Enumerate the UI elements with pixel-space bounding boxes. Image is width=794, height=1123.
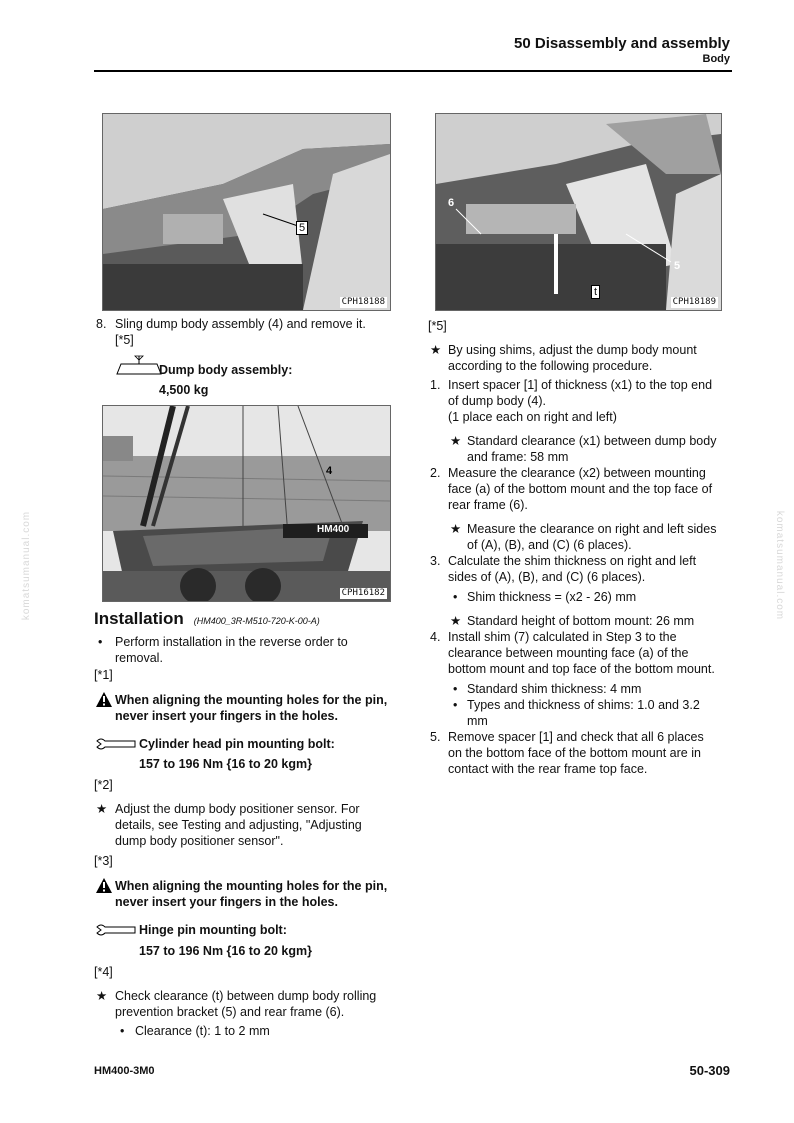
install-text-2: removal. xyxy=(115,651,163,665)
step-2-line-3: rear frame (6). xyxy=(448,498,528,512)
header-rule xyxy=(94,70,732,72)
figure-photo-3-art xyxy=(103,406,390,601)
callout-4: 4 xyxy=(326,465,333,477)
adjust-line-3: dump body positioner sensor". xyxy=(115,834,284,848)
step-5-line-2: on the bottom face of the bottom mount are in xyxy=(448,746,701,760)
step-1-line-2: of dump body (4). xyxy=(448,394,546,408)
adjust-line-2: details, see Testing and adjusting, "Adjusting xyxy=(115,818,362,832)
footer-model: HM400-3M0 xyxy=(94,1065,155,1077)
ref-3: [*3] xyxy=(94,854,113,868)
ref-5-left: [*5] xyxy=(115,333,134,347)
step-2-line-1: Measure the clearance (x2) between mounting xyxy=(448,466,706,480)
figure-photo-1-art xyxy=(103,114,390,310)
install-text-1: Perform installation in the reverse order to xyxy=(115,635,348,649)
torque-2-value: 157 to 196 Nm {16 to 20 kgm} xyxy=(139,944,312,958)
step-2-star-line-1: Measure the clearance on right and left sides xyxy=(467,522,717,536)
warning-1-line-2: never insert your fingers in the holes. xyxy=(115,709,338,723)
wrench-icon xyxy=(95,737,137,751)
figure-photo-2 xyxy=(435,113,722,311)
ref-1: [*1] xyxy=(94,668,113,682)
torque-1-label: Cylinder head pin mounting bolt: xyxy=(139,737,335,751)
step-2-star-line-2: of (A), (B), and (C) (6 places). xyxy=(467,538,632,552)
weight-icon xyxy=(115,354,163,376)
step-3-star: Standard height of bottom mount: 26 mm xyxy=(467,614,695,628)
figure-photo-1 xyxy=(102,113,391,311)
torque-1-value: 157 to 196 Nm {16 to 20 kgm} xyxy=(139,757,312,771)
step-3-line-1: Calculate the shim thickness on right and left xyxy=(448,554,697,568)
watermark-right: komatsumanual.com xyxy=(774,510,786,621)
ref-5-right: [*5] xyxy=(428,319,447,333)
star-symbol: ★ xyxy=(450,522,462,536)
torque-2-label: Hinge pin mounting bolt: xyxy=(139,923,287,937)
intro-line-1: By using shims, adjust the dump body mount xyxy=(448,343,697,357)
weight-label: Dump body assembly: xyxy=(159,363,293,377)
step-2-number: 2. xyxy=(430,466,441,480)
step-8-number: 8. xyxy=(96,317,107,331)
clearance-value: Clearance (t): 1 to 2 mm xyxy=(135,1024,270,1038)
step-4-line-3: bottom mount and top face of the bottom mount. xyxy=(448,662,715,676)
installation-heading xyxy=(94,609,320,629)
step-5-line-1: Remove spacer [1] and check that all 6 places xyxy=(448,730,704,744)
bullet-symbol: • xyxy=(120,1024,125,1038)
callout-t: t xyxy=(591,285,600,299)
step-1-line-1: Insert spacer [1] of thickness (x1) to the top end xyxy=(448,378,713,392)
figure-photo-3 xyxy=(102,405,391,602)
watermark-left: komatsumanual.com xyxy=(21,510,33,621)
step-1-star-line-2: and frame: 58 mm xyxy=(467,450,569,464)
section-subtitle: Body xyxy=(702,53,730,65)
warning-icon xyxy=(96,692,112,707)
callout-5: 5 xyxy=(296,221,308,235)
step-4-bullet-2-line-1: Types and thickness of shims: 1.0 and 3.2 xyxy=(467,698,700,712)
ref-4: [*4] xyxy=(94,965,113,979)
warning-2-line-2: never insert your fingers in the holes. xyxy=(115,895,338,909)
star-symbol: ★ xyxy=(450,434,462,448)
bullet-symbol: • xyxy=(453,698,458,712)
warning-icon xyxy=(96,878,112,893)
star-symbol: ★ xyxy=(430,343,442,357)
star-symbol: ★ xyxy=(96,802,108,816)
warning-2-line-1: When aligning the mounting holes for the pin, xyxy=(115,879,388,893)
wrench-icon xyxy=(95,923,137,937)
chapter-title: 50 Disassembly and assembly xyxy=(514,35,730,52)
step-2-line-2: face (a) of the bottom mount and the top face of xyxy=(448,482,713,496)
warning-1-line-1: When aligning the mounting holes for the pin, xyxy=(115,693,388,707)
figure-code-1: CPH18188 xyxy=(341,297,385,307)
figure-code-2: CPH18189 xyxy=(672,297,716,307)
figure-photo-2-art xyxy=(436,114,721,310)
weight-value: 4,500 kg xyxy=(159,383,209,397)
step-5-number: 5. xyxy=(430,730,441,744)
intro-line-2: according to the following procedure. xyxy=(448,359,653,373)
adjust-line-1: Adjust the dump body positioner sensor. For xyxy=(115,802,360,816)
step-3-bullet: Shim thickness = (x2 - 26) mm xyxy=(467,590,637,604)
step-4-line-1: Install shim (7) calculated in Step 3 to the xyxy=(448,630,677,644)
footer-page-number: 50-309 xyxy=(689,1063,730,1078)
check-line-2: prevention bracket (5) and rear frame (6). xyxy=(115,1005,345,1019)
callout-6: 6 xyxy=(448,197,455,209)
step-3-line-2: sides of (A), (B), and (C) (6 places). xyxy=(448,570,646,584)
truck-marking: HM400 xyxy=(317,524,350,535)
bullet-symbol: • xyxy=(453,590,458,604)
step-8-text: Sling dump body assembly (4) and remove it. xyxy=(115,317,366,331)
step-1-line-3: (1 place each on right and left) xyxy=(448,410,617,424)
bullet-symbol: • xyxy=(98,635,103,649)
star-symbol: ★ xyxy=(96,989,108,1003)
step-4-bullet-1: Standard shim thickness: 4 mm xyxy=(467,682,642,696)
step-1-star-line-1: Standard clearance (x1) between dump body xyxy=(467,434,717,448)
star-symbol: ★ xyxy=(450,614,462,628)
step-3-number: 3. xyxy=(430,554,441,568)
check-line-1: Check clearance (t) between dump body rolling xyxy=(115,989,377,1003)
callout-5: 5 xyxy=(674,260,681,272)
step-4-line-2: clearance between mounting face (a) of the xyxy=(448,646,689,660)
step-1-number: 1. xyxy=(430,378,441,392)
step-5-line-3: contact with the rear frame top face. xyxy=(448,762,648,776)
installation-title: Installation xyxy=(94,609,184,628)
step-4-number: 4. xyxy=(430,630,441,644)
step-4-bullet-2-line-2: mm xyxy=(467,714,488,728)
figure-code-3: CPH16182 xyxy=(341,588,385,598)
ref-2: [*2] xyxy=(94,778,113,792)
bullet-symbol: • xyxy=(453,682,458,696)
installation-code: (HM400_3R-M510-720-K-00-A) xyxy=(193,616,320,626)
